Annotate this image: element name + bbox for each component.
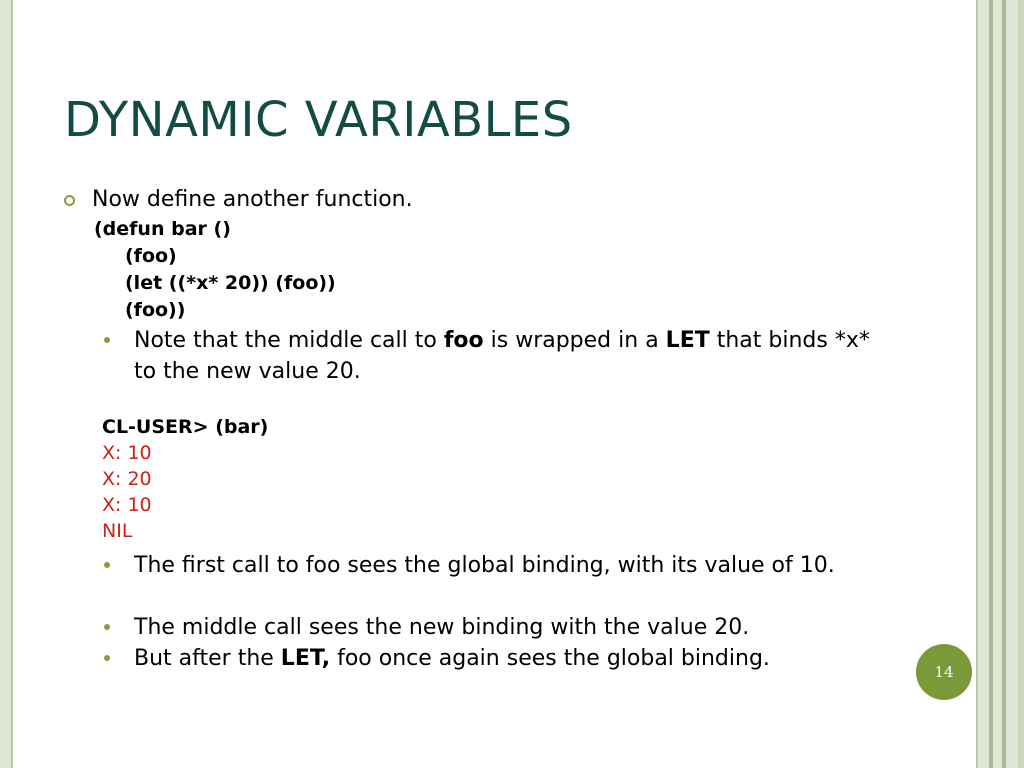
slide-title: DYNAMIC VARIABLES	[64, 92, 573, 148]
page-number-badge: 14	[916, 644, 972, 700]
code-line-let: (let ((*x* 20)) (foo))	[125, 272, 336, 294]
code-line-defun: (defun bar ()	[94, 218, 231, 240]
repl-output-line: X: 20	[102, 468, 152, 490]
right-stripes	[974, 0, 1024, 768]
repl-output-line: X: 10	[102, 494, 152, 516]
dot-bullet-icon	[104, 624, 110, 630]
ring-bullet-icon	[64, 195, 75, 206]
dot-bullet-icon	[104, 655, 110, 661]
code-line-foo-1: (foo)	[125, 245, 177, 267]
left-border	[0, 0, 11, 768]
dot-bullet-icon	[104, 562, 110, 568]
repl-output-line: X: 10	[102, 442, 152, 464]
dot-bullet-icon	[104, 337, 110, 343]
code-line-foo-2: (foo))	[125, 299, 186, 321]
repl-output-line: NIL	[102, 520, 133, 542]
repl-prompt: CL-USER> (bar)	[102, 416, 269, 438]
left-border-line	[11, 0, 13, 768]
